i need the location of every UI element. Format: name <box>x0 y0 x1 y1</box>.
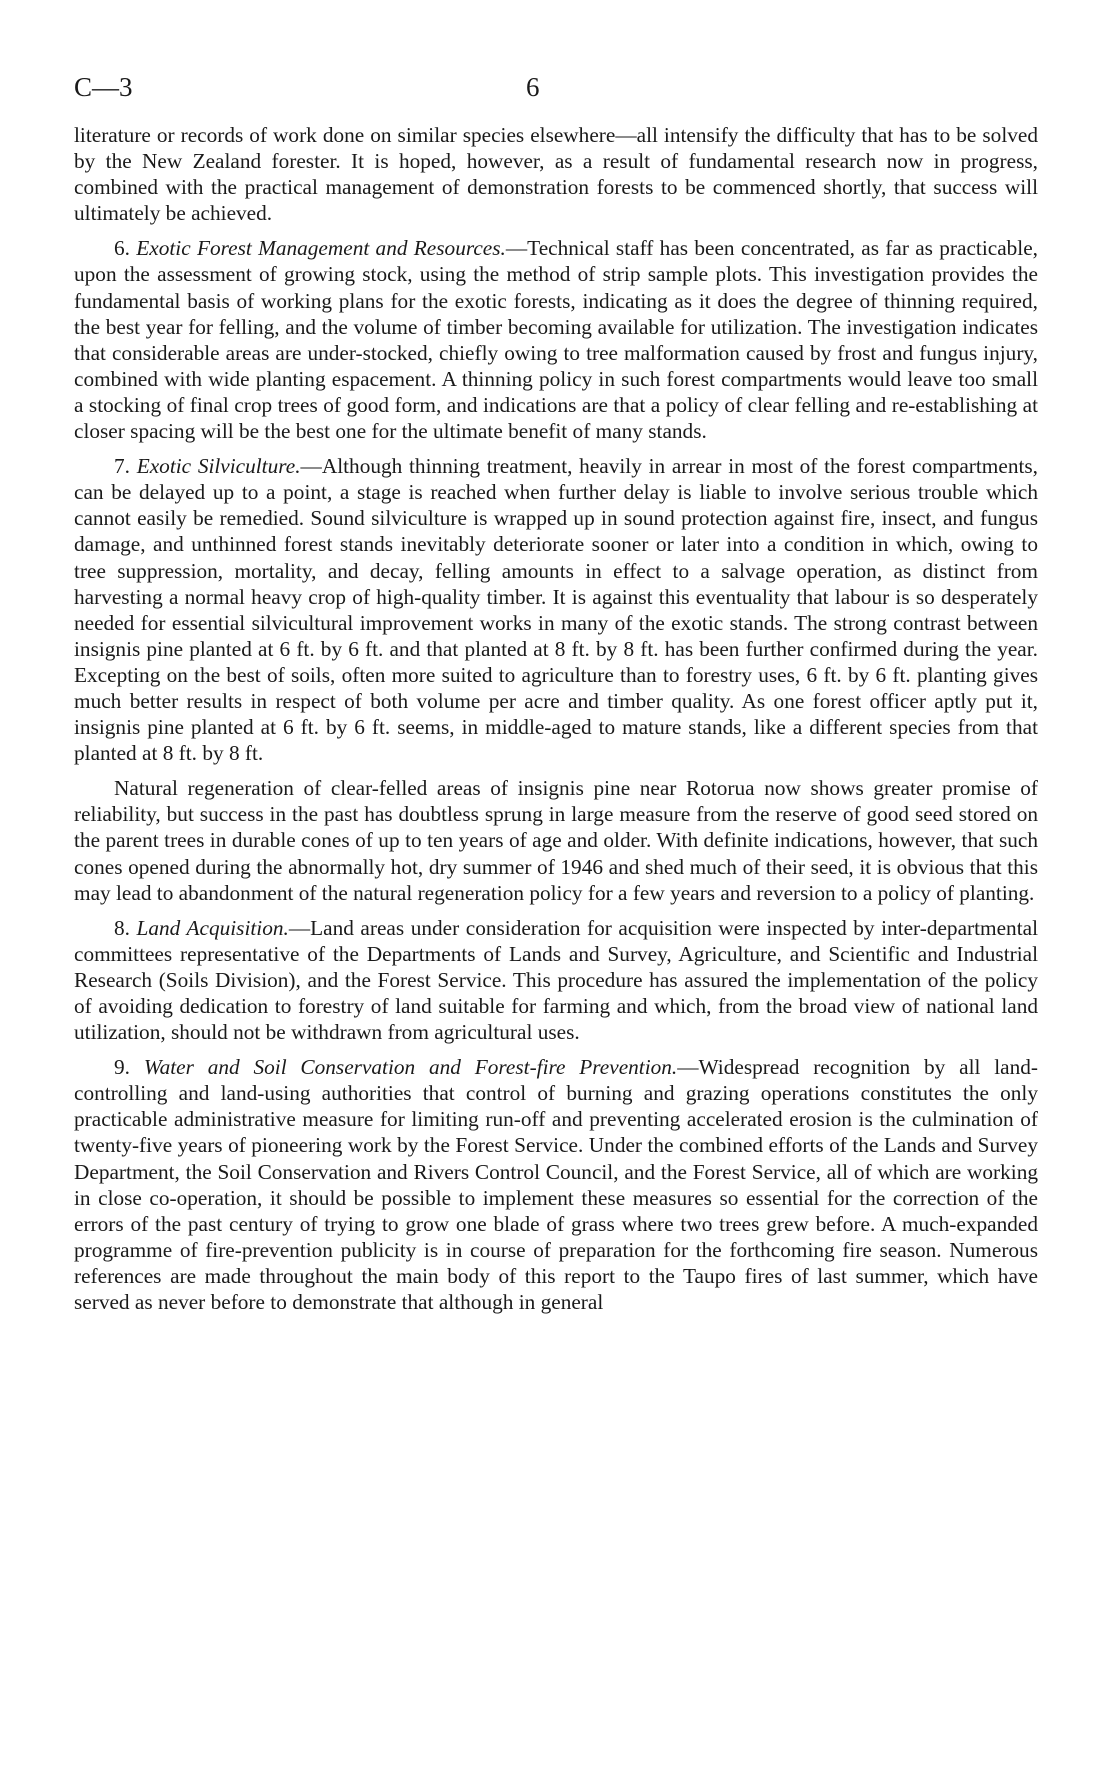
section-number: 8. <box>114 915 130 940</box>
page-header <box>74 72 1038 122</box>
paragraph-text: Natural regeneration of clear-felled areas of insignis pine near Rotorua now shows greater promise of reliability, but success in the past has doubtless sprung in large measure from the reserve of good seed stored on the parent trees in durable cones of up to ten years of age and older. With definite indications, however, that such cones opened during the abnormally hot, dry summer of 1946 and shed much of their seed, it is obvious that this may lead to abandonment of the natural regeneration policy for a few years and reversion to a policy of planting. <box>74 776 1038 905</box>
paragraph-exotic-forest-management <box>74 235 1038 444</box>
page-number: 6 <box>526 72 540 102</box>
section-heading: Exotic Silviculture. <box>136 454 301 479</box>
section-number: 6. <box>114 236 130 261</box>
paragraph-water-soil-conservation <box>74 1054 1038 1315</box>
paragraph-exotic-silviculture <box>74 453 1038 766</box>
document-page <box>74 72 1038 1315</box>
section-heading: Exotic Forest Management and Resources. <box>136 236 506 261</box>
section-number: 7. <box>114 454 130 479</box>
section-heading: Water and Soil Conservation and Forest-fire Prevention. <box>143 1055 678 1080</box>
paragraph-text: —Land areas under consideration for acquisition were inspected by inter-departmental committees representative of the Departments of Lands and Survey, Agriculture, and Scientific and Industrial Research (Soils Division), and the Forest Service. This procedure has assured the implementation of the policy of avoiding dedication to forestry of land suitable for farming and which, from the broad view of national land utilization, should not be withdrawn from agricultural uses. <box>74 915 1038 1045</box>
paragraph-text: —Widespread recognition by all land-controlling and land-using authorities that control of burning and grazing operations constitutes the only practicable administrative measure for limiting run-off and preventing accelerated erosion is the culmination of twenty-five years of pioneering work by the Forest Service. Under the combined efforts of the Lands and Survey Department, the Soil Conservation and Rivers Control Council, and the Forest Service, all of which are working in close co-operation, it should be possible to implement these measures so essential for the correction of the errors of the past century of trying to grow one blade of grass where two trees grew before. A much-expanded programme of fire-prevention publicity is in course of preparation for the forthcoming fire season. Numerous references are made throughout the main body of this report to the Taupo fires of last summer, which have served as never before to demonstrate that although in general <box>74 1055 1038 1315</box>
section-number: 9. <box>114 1055 130 1080</box>
paragraph-land-acquisition <box>74 915 1038 1045</box>
paragraph-text: —Although thinning treatment, heavily in arrear in most of the forest compartments, can be delayed up to a point, a stage is reached when further delay is liable to involve serious trouble which cannot easily be remedied. Sound silviculture is wrapped up in sound protection against fire, insect, and fungus damage, and unthinned forest stands inevitably deteriorate sooner or later into a condition in which, owing to tree suppression, mortality, and decay, felling amounts in effect to a salvage operation, as distinct from harvesting a normal heavy crop of high-quality timber. It is against this eventuality that labour is so desperately needed for essential silvicultural improvement works in many of the exotic stands. The strong contrast between insignis pine planted at 6 ft. by 6 ft. and that planted at 8 ft. by 8 ft. has been further confirmed during the year. Excepting on the best of soils, often more suited to agriculture than to forestry uses, 6 ft. by 6 ft. planting gives much better results in respect of both volume per acre and timber quality. As one forest officer aptly put it, insignis pine planted at 6 ft. by 6 ft. seems, in middle-aged to mature stands, like a different species from that planted at 8 ft. by 8 ft. <box>74 454 1038 766</box>
section-heading: Land Acquisition. <box>136 915 289 940</box>
document-reference: C—3 <box>74 72 133 102</box>
paragraph-natural-regeneration <box>74 775 1038 905</box>
paragraph-continued <box>74 122 1038 226</box>
paragraph-text: —Technical staff has been concentrated, as far as practicable, upon the assessment of growing stock, using the method of strip sample plots. This investigation provides the fundamental basis of working plans for the exotic forests, indicating as it does the degree of thinning required, the best year for felling, and the volume of timber becoming available for utilization. The investigation indicates that considerable areas are under-stocked, chiefly owing to tree malformation caused by frost and fungus injury, combined with wide planting espacement. A thinning policy in such forest compartments would leave too small a stocking of final crop trees of good form, and indications are that a policy of clear felling and re-establishing at closer spacing will be the best one for the ultimate benefit of many stands. <box>74 236 1038 444</box>
paragraph-text: literature or records of work done on similar species elsewhere—all intensify the difficulty that has to be solved by the New Zealand forester. It is hoped, however, as a result of fundamental research now in progress, combined with the practical management of demonstration forests to be commenced shortly, that success will ultimately be achieved. <box>74 123 1038 226</box>
